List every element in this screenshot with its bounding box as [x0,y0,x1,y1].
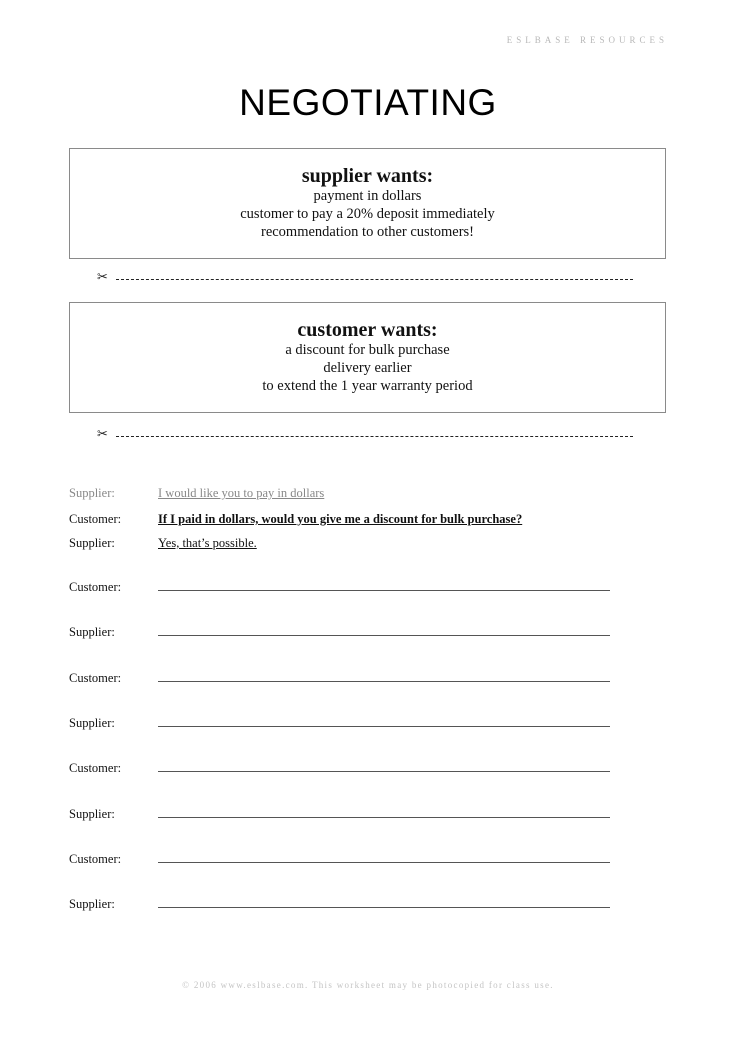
dialog-line: If I paid in dollars, would you give me a discount for bulk purchase? [158,512,523,526]
cut-line [97,426,633,443]
answer-line [158,590,610,591]
speaker-label: Supplier: [69,486,115,500]
speaker-label: Supplier: [69,897,115,911]
answer-line [158,635,610,636]
scissors-icon: ✂ [97,426,108,441]
supplier-wants-heading: supplier wants: [301,165,434,187]
dashed-cut-rule [116,436,633,437]
answer-line [158,907,610,908]
customer-wants-heading: customer wants: [297,319,438,341]
speaker-label: Customer: [69,512,122,526]
customer-want-item: to extend the 1 year warranty period [262,378,473,394]
footer-copyright: © 2006 www.eslbase.com. This worksheet may be photocopied for class use. [182,980,554,990]
speaker-label: Supplier: [69,536,115,550]
answer-row [69,807,610,827]
answer-line [158,726,610,727]
answer-line [158,681,610,682]
speaker-label: Supplier: [69,716,115,730]
header-brand: ESLBASE RESOURCES [506,35,668,45]
answer-line [158,771,610,772]
answer-row [69,852,610,872]
supplier-wants-card [69,148,666,259]
customer-want-item: a discount for bulk purchase [285,342,450,358]
supplier-want-item: recommendation to other customers! [260,224,474,240]
speaker-label: Customer: [69,580,122,594]
dialog-line: Yes, that’s possible. [158,536,257,550]
dialog-line: I would like you to pay in dollars [158,486,325,500]
dashed-cut-rule [116,279,633,280]
supplier-want-item: payment in dollars [313,188,422,204]
speaker-label: Supplier: [69,625,115,639]
page-title: NEGOTIATING [239,82,497,123]
speaker-label: Customer: [69,761,122,775]
speaker-label: Customer: [69,671,122,685]
answer-row [69,897,610,917]
speaker-label: Supplier: [69,807,115,821]
cut-line [97,269,633,286]
answer-row [69,625,610,645]
answer-line [158,862,610,863]
customer-want-item: delivery earlier [323,360,412,376]
answer-line [158,817,610,818]
customer-wants-card [69,302,666,413]
supplier-want-item: customer to pay a 20% deposit immediately [240,206,495,222]
answer-row [69,671,610,691]
answer-row [69,761,610,781]
scissors-icon: ✂ [97,269,108,284]
answer-row [69,580,610,600]
answer-row [69,716,610,736]
speaker-label: Customer: [69,852,122,866]
